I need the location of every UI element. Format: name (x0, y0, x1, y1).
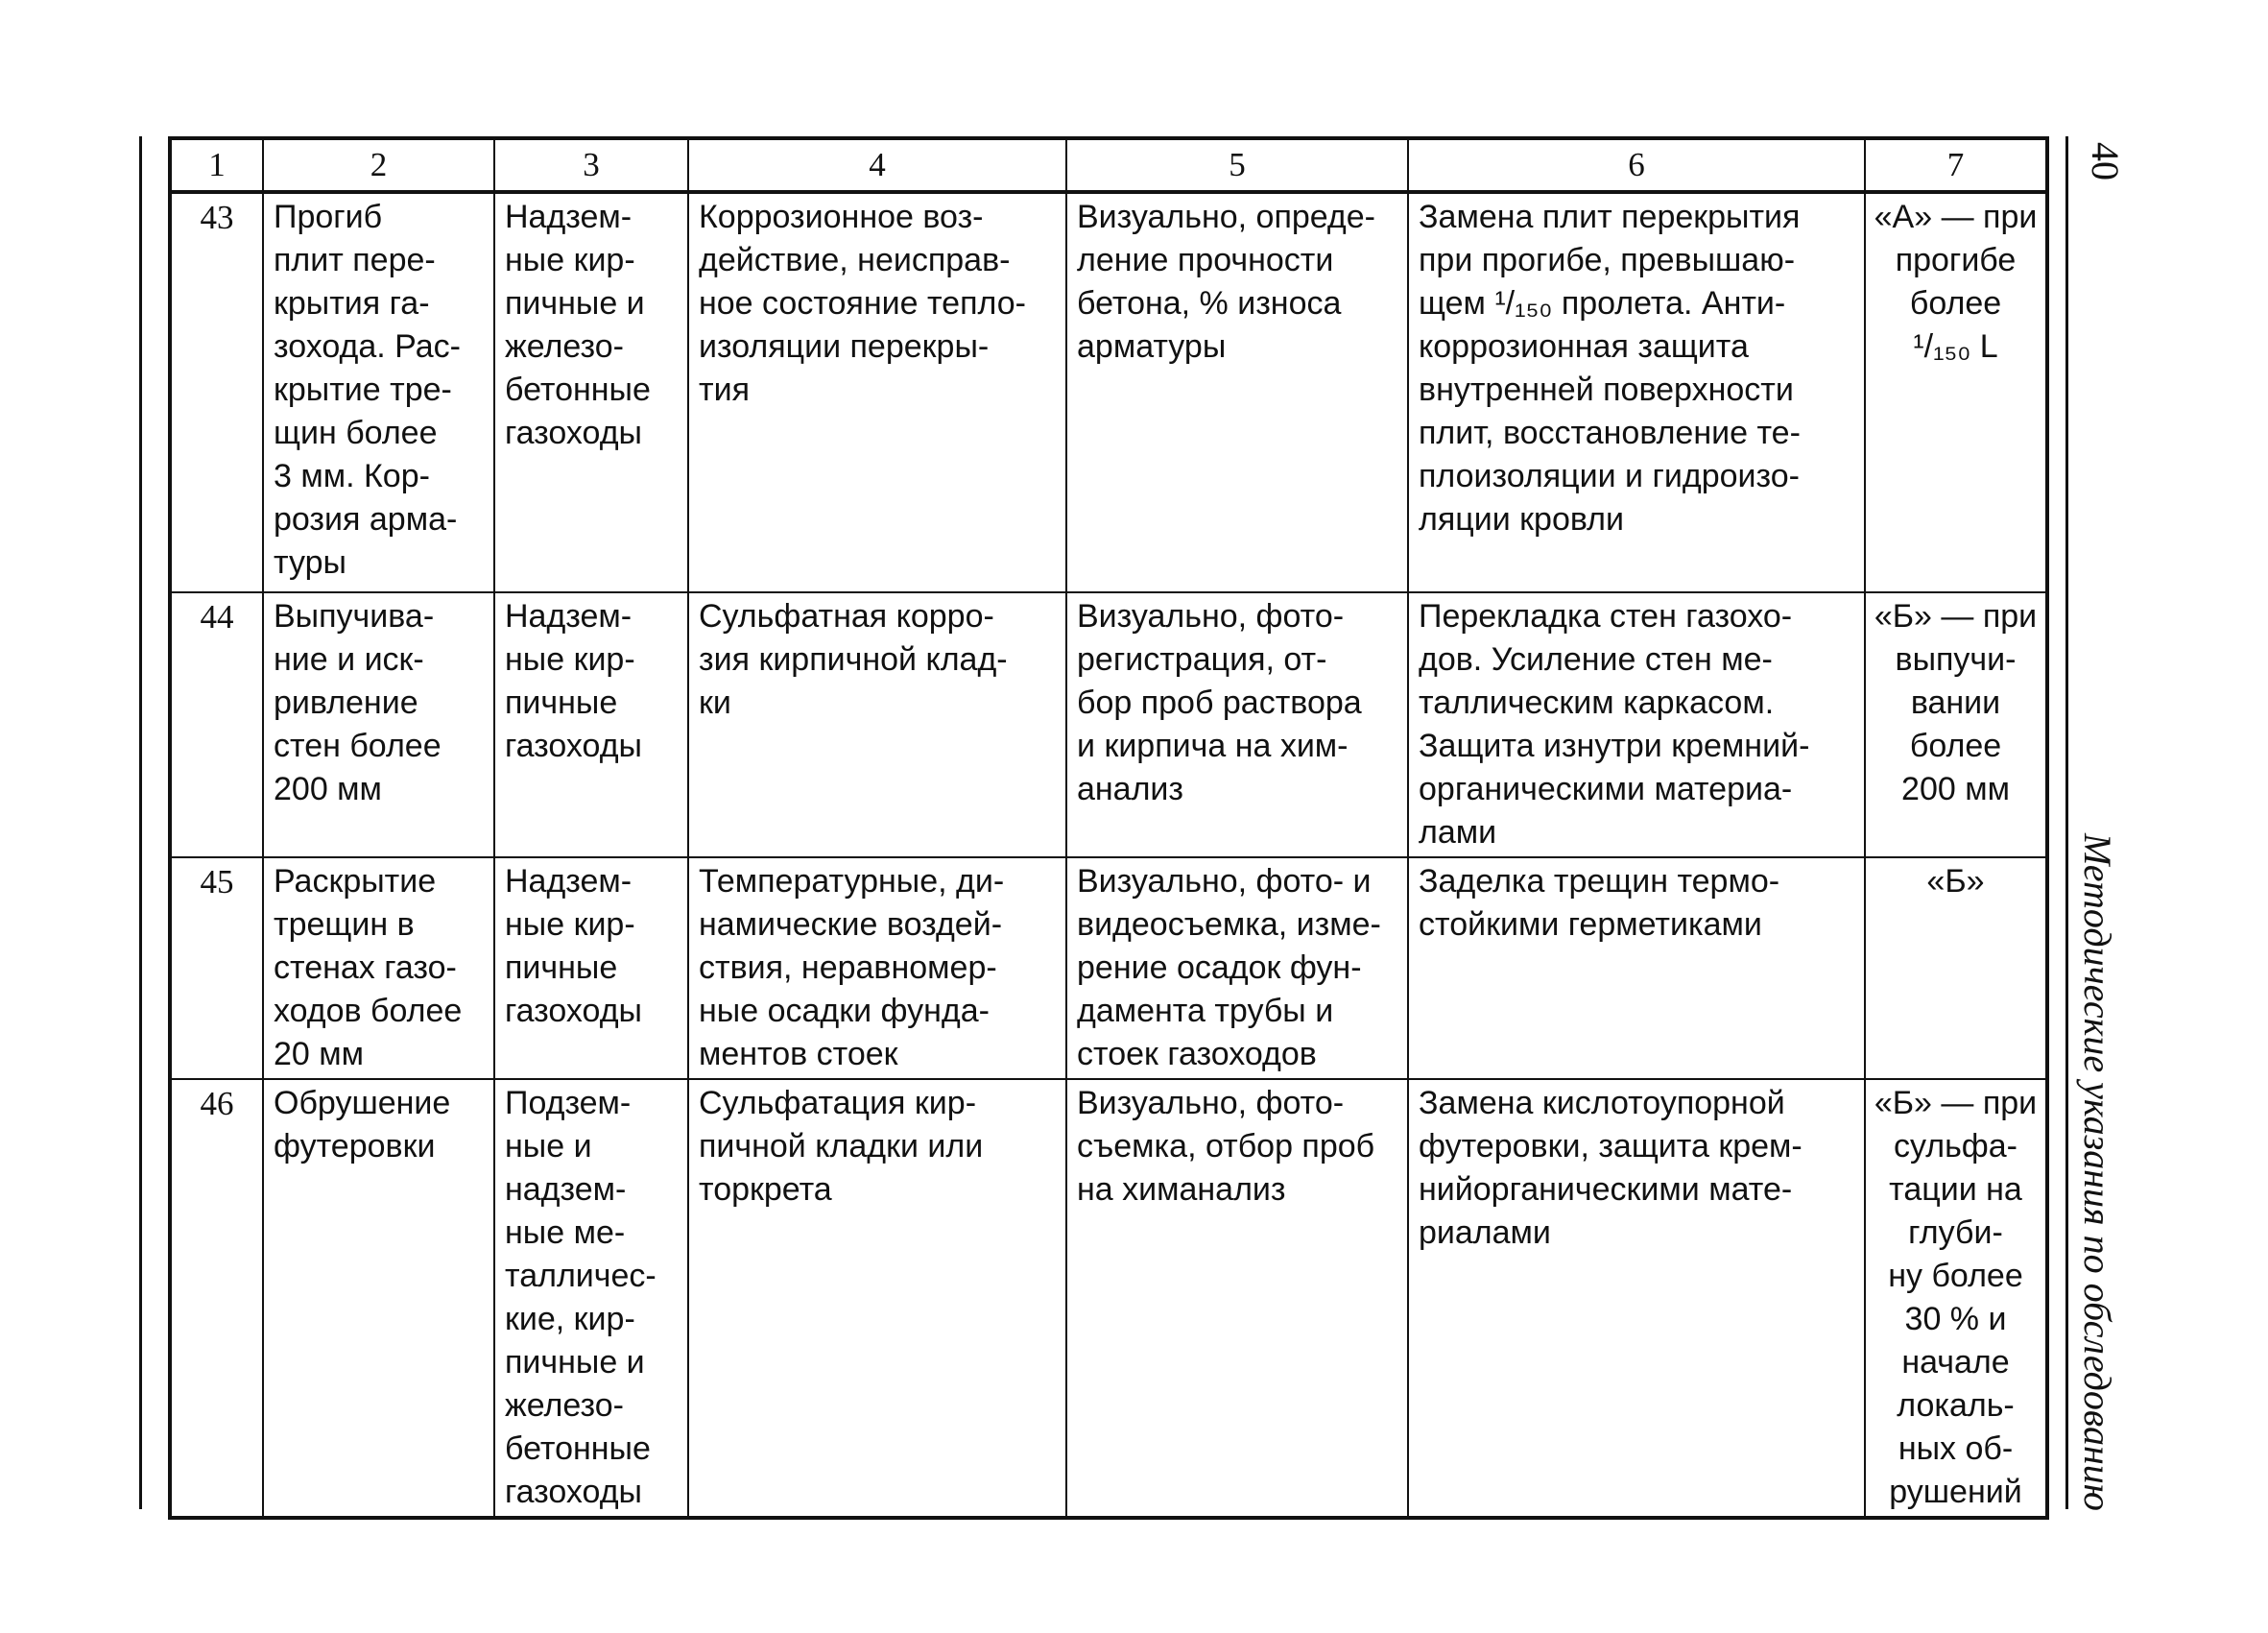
column-header-5: 5 (1066, 138, 1408, 192)
table-row (170, 1079, 2047, 1518)
category: «Б» (1926, 863, 1985, 900)
structure-type: Надзем- ные кир- пичные газоходы (505, 598, 642, 764)
left-margin-rule (139, 136, 142, 1509)
defect-description: Выпучива- ние и иск- ривление стен более 200 мм (274, 598, 442, 807)
structure-type: Надзем- ные кир- пичные и железо- бетонные газоходы (505, 199, 651, 451)
category: «Б» — при сульфа- тации на глуби- ну более 30 % и начале локаль- ных об- рушений (1874, 1085, 2038, 1510)
defect-cause: Коррозионное воз- действие, неисправ- ное состояние тепло- изоляции перекры- тия (699, 199, 1026, 408)
inspection-method: Визуально, фото- и видеосъемка, изме- рение осадок фун- дамента трубы и стоек газоходов (1077, 863, 1381, 1072)
category: «Б» — при выпучи- вании более 200 мм (1874, 598, 2038, 807)
defect-description: Раскрытие трещин в стенах газо- ходов более 20 мм (274, 863, 463, 1072)
column-header-7: 7 (1865, 138, 2047, 192)
row-number: 45 (170, 857, 263, 1079)
inspection-method: Визуально, фото- съемка, отбор проб на химанализ (1077, 1085, 1375, 1208)
column-header-2: 2 (263, 138, 494, 192)
row-number: 46 (170, 1079, 263, 1518)
row-number: 43 (170, 192, 263, 592)
repair-measures: Заделка трещин термо- стойкими герметиками (1419, 863, 1780, 943)
column-header-4: 4 (688, 138, 1066, 192)
row-number: 44 (170, 592, 263, 857)
structure-type: Подзем- ные и надзем- ные ме- талличес- кие, кир- пичные и железо- бетонные газоходы (505, 1085, 657, 1510)
repair-measures: Перекладка стен газохо- дов. Усиление стен ме- таллическим каркасом. Защита изнутри кремний- органическими материа- лами (1419, 598, 1810, 851)
page-number: 40 (2084, 142, 2127, 180)
category: «А» — при прогибе более ¹/₁₅₀ L (1874, 199, 2038, 365)
inspection-method: Визуально, фото- регистрация, от- бор проб раствора и кирпича на хим- анализ (1077, 598, 1362, 807)
table-header-row (170, 138, 2047, 192)
inspection-method: Визуально, опреде- ление прочности бетона, % износа арматуры (1077, 199, 1375, 365)
defects-table (168, 136, 2049, 1520)
defect-description: Обрушение футеровки (274, 1085, 451, 1165)
table-row (170, 592, 2047, 857)
structure-type: Надзем- ные кир- пичные газоходы (505, 863, 642, 1029)
running-head: Методические указания по обследованию (2076, 833, 2119, 1511)
defect-cause: Температурные, ди- намические воздей- ствия, неравномер- ные осадки фунда- ментов стоек (699, 863, 1005, 1072)
column-header-1: 1 (170, 138, 263, 192)
column-header-3: 3 (494, 138, 688, 192)
repair-measures: Замена плит перекрытия при прогибе, превышаю- щем ¹/₁₅₀ пролета. Анти- коррозионная защита внутренней поверхности плит, восстановление те- плоизоляции и гидроизо- ляции кровли (1419, 199, 1801, 538)
table-row (170, 192, 2047, 592)
column-header-6: 6 (1408, 138, 1865, 192)
repair-measures: Замена кислотоупорной футеровки, защита крем- нийорганическими мате- риалами (1419, 1085, 1802, 1251)
table-row (170, 857, 2047, 1079)
defect-cause: Сульфатная корро- зия кирпичной клад- ки (699, 598, 1008, 721)
defect-cause: Сульфатация кир- пичной кладки или торкрета (699, 1085, 984, 1208)
defect-description: Прогиб плит пере- крытия га- зохода. Рас- крытие тре- щин более 3 мм. Кор- розия арма- туры (274, 199, 461, 581)
